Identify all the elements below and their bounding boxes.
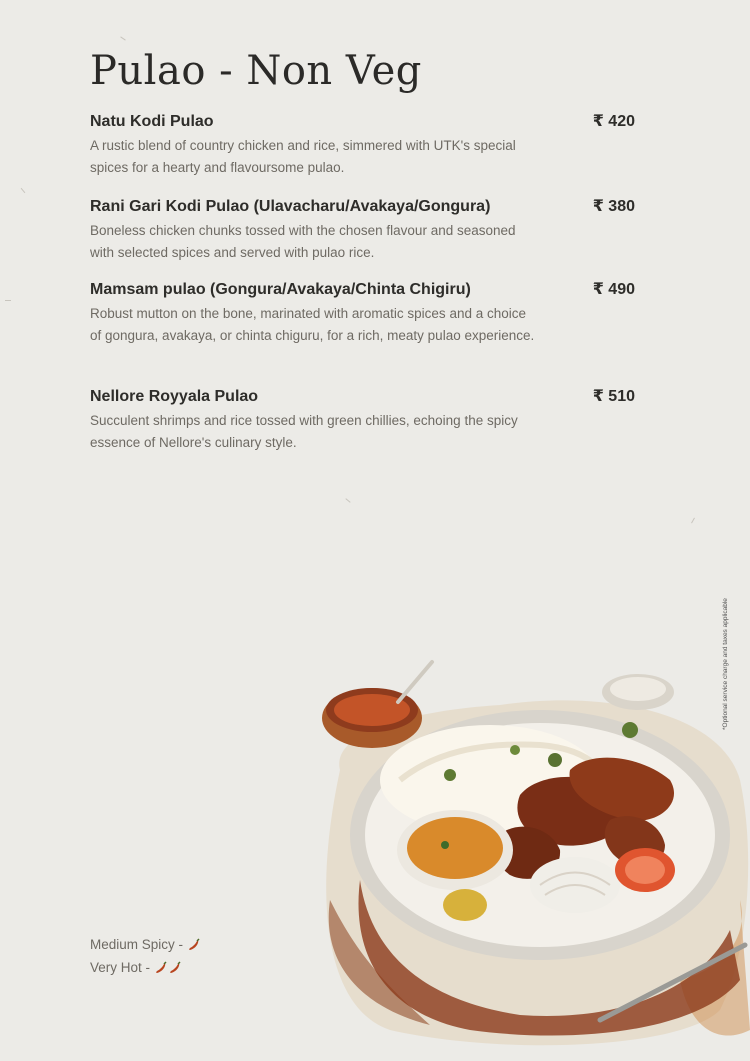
paper-texture (120, 36, 125, 40)
paper-texture (345, 498, 350, 503)
legend-hot-label: Very Hot - (90, 960, 154, 975)
legend-hot (90, 956, 201, 979)
chili-pepper-icon (168, 961, 182, 975)
item-name: Mamsam pulao (Gongura/Avakaya/Chinta Chigiru) (90, 281, 471, 298)
chili-pepper-icon (187, 938, 201, 952)
legend-medium-label: Medium Spicy - (90, 937, 187, 952)
legend-medium (90, 933, 201, 956)
item-price: ₹ 380 (592, 198, 635, 215)
item-price: ₹ 490 (592, 281, 635, 298)
pulao-plate-illustration (300, 650, 750, 1061)
item-name: Natu Kodi Pulao (90, 113, 214, 130)
menu-item (90, 387, 635, 454)
service-charge-note: *Optional service charge and taxes applicable (722, 598, 729, 730)
item-name: Nellore Royyala Pulao (90, 388, 259, 405)
paper-texture (691, 518, 695, 524)
item-name: Rani Gari Kodi Pulao (Ulavacharu/Avakaya/Gongura) (90, 198, 491, 215)
spice-legend (90, 933, 201, 979)
item-price: ₹ 420 (592, 113, 635, 130)
paper-texture (21, 188, 26, 193)
item-description: Robust mutton on the bone, marinated with aromatic spices and a choice of gongura, avakaya, or chinta chiguru, for a rich, meaty pulao experience. (90, 306, 535, 343)
menu-item (90, 197, 635, 264)
item-description: Boneless chicken chunks tossed with the chosen flavour and seasoned with selected spices and served with pulao rice. (90, 223, 516, 260)
page-title: Pulao - Non Veg (90, 48, 422, 94)
item-price: ₹ 510 (592, 388, 635, 405)
paper-texture (5, 300, 11, 301)
item-description: A rustic blend of country chicken and rice, simmered with UTK's special spices for a hearty and flavoursome pulao. (90, 138, 516, 175)
menu-item (90, 112, 635, 179)
item-description: Succulent shrimps and rice tossed with green chillies, echoing the spicy essence of Nellore's culinary style. (90, 413, 518, 450)
menu-item (90, 280, 635, 347)
chili-pepper-icon (154, 961, 168, 975)
